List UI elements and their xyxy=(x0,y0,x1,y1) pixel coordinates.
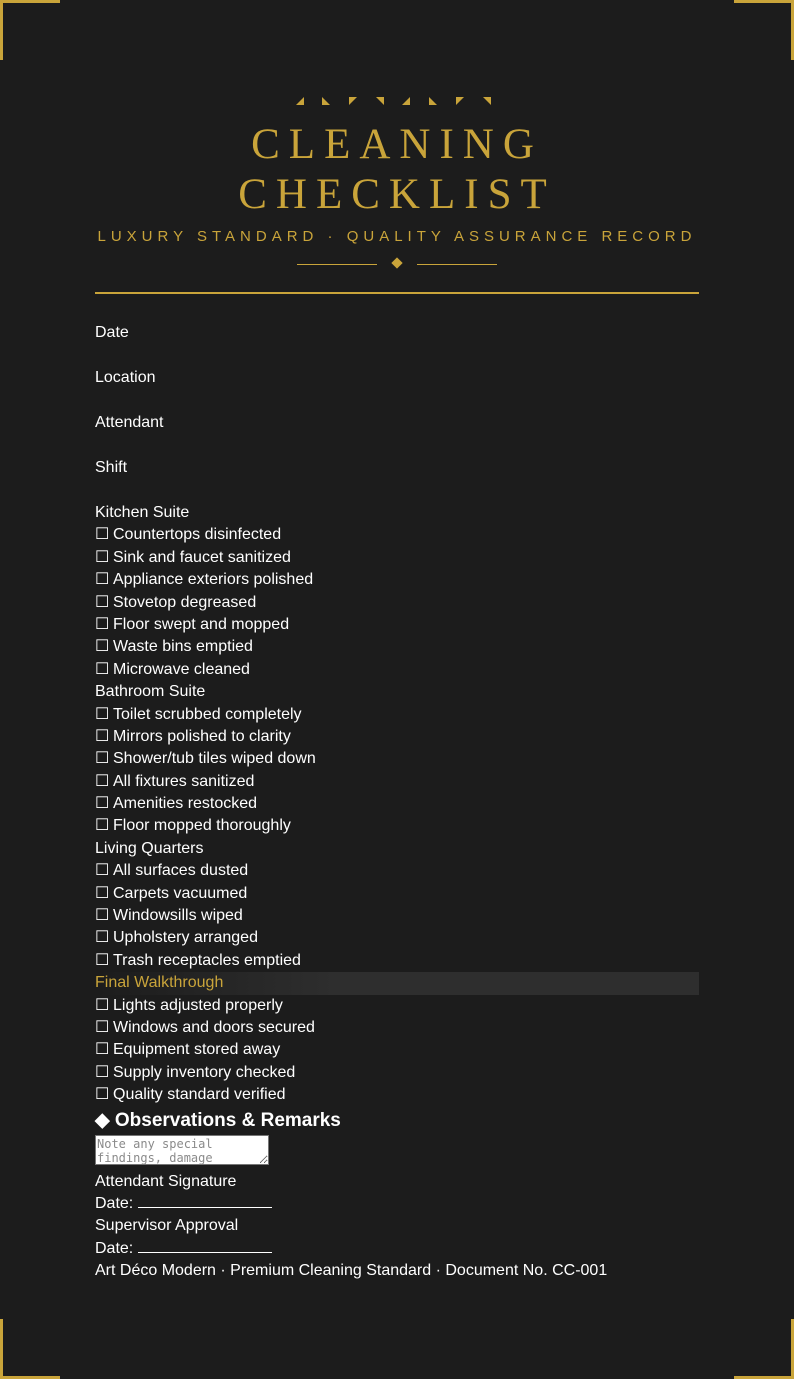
checkbox-icon[interactable]: ☐ xyxy=(95,593,110,611)
corner-ornament-top-right xyxy=(734,0,794,60)
checklist-item-label: Lights adjusted properly xyxy=(113,996,283,1014)
checklist-item-label: Windowsills wiped xyxy=(113,907,243,925)
checklist-item[interactable] xyxy=(95,704,699,726)
checklist-item-label: Shower/tub tiles wiped down xyxy=(113,750,316,768)
checkbox-icon[interactable]: ☐ xyxy=(95,1063,110,1081)
section-title: Bathroom Suite xyxy=(95,683,206,701)
checkbox-icon[interactable]: ☐ xyxy=(95,795,110,813)
checklist-item[interactable] xyxy=(95,547,699,569)
checkbox-icon[interactable]: ☐ xyxy=(95,705,110,723)
checklist-item[interactable] xyxy=(95,927,699,949)
attendant-signature-label: Attendant Signature xyxy=(95,1172,237,1190)
checklist-item-label: Floor mopped thoroughly xyxy=(113,817,291,835)
checklist-item[interactable] xyxy=(95,1084,699,1106)
checkbox-icon[interactable]: ☐ xyxy=(95,571,110,589)
checklist-body xyxy=(95,322,699,1283)
checklist-item-label: Equipment stored away xyxy=(113,1041,281,1059)
divider-line xyxy=(417,264,497,265)
checkbox-icon[interactable]: ☐ xyxy=(95,526,110,544)
checklist-item[interactable] xyxy=(95,771,699,793)
supervisor-date-label: Date: xyxy=(95,1239,134,1257)
checklist-item[interactable] xyxy=(95,524,699,546)
corner-ornament-bottom-left xyxy=(0,1319,60,1379)
checklist-item-label: Countertops disinfected xyxy=(113,526,282,544)
checklist-item-label: Floor swept and mopped xyxy=(113,615,290,633)
section-title: Final Walkthrough xyxy=(95,972,699,994)
title-line-2: CHECKLIST xyxy=(238,171,556,218)
checkbox-icon[interactable]: ☐ xyxy=(95,1018,110,1036)
checklist-item-label: Waste bins emptied xyxy=(113,638,253,656)
checkbox-icon[interactable]: ☐ xyxy=(95,615,110,633)
divider-line xyxy=(297,264,377,265)
checklist-item-label: Supply inventory checked xyxy=(113,1063,296,1081)
checklist-item[interactable] xyxy=(95,793,699,815)
attendant-date-line[interactable] xyxy=(138,1193,272,1208)
section-title: Kitchen Suite xyxy=(95,504,190,521)
observations-title: ◆ Observations & Remarks xyxy=(95,1109,341,1131)
attendant-date-row xyxy=(95,1193,699,1215)
ornament-triangle xyxy=(483,97,491,105)
field-attendant: Attendant xyxy=(95,414,164,431)
ornament-triangle xyxy=(402,97,410,105)
checkbox-icon[interactable]: ☐ xyxy=(95,907,110,925)
ornament-triangle xyxy=(296,97,304,105)
diamond-icon xyxy=(391,257,402,268)
checkbox-icon[interactable]: ☐ xyxy=(95,951,110,969)
checklist-item[interactable] xyxy=(95,726,699,748)
checkbox-icon[interactable]: ☐ xyxy=(95,750,110,768)
divider-ornament xyxy=(297,256,497,272)
ornament-triangle xyxy=(456,97,464,105)
ornament-triangle xyxy=(322,97,330,105)
observations-textarea[interactable] xyxy=(95,1135,269,1165)
checkbox-icon[interactable]: ☐ xyxy=(95,929,110,947)
supervisor-date-row xyxy=(95,1238,699,1260)
title-line-1: CLEANING xyxy=(251,121,543,168)
checklist-item[interactable] xyxy=(95,1017,699,1039)
page-subtitle: LUXURY STANDARD · QUALITY ASSURANCE RECORD xyxy=(97,228,697,245)
ornament-triangle xyxy=(349,97,357,105)
ornament-triangle xyxy=(376,97,384,105)
checkbox-icon[interactable]: ☐ xyxy=(95,638,110,656)
checklist-item[interactable] xyxy=(95,905,699,927)
supervisor-approval-label: Supervisor Approval xyxy=(95,1217,239,1235)
checklist-item[interactable] xyxy=(95,883,699,905)
field-shift: Shift xyxy=(95,459,128,476)
checkbox-icon[interactable]: ☐ xyxy=(95,884,110,902)
checklist-item[interactable] xyxy=(95,1062,699,1084)
footer-text: Art Déco Modern · Premium Cleaning Standard · Document No. CC-001 xyxy=(95,1262,608,1280)
checklist-item-label: Trash receptacles emptied xyxy=(113,951,301,969)
checklist-item[interactable] xyxy=(95,995,699,1017)
checklist-item-label: All fixtures sanitized xyxy=(113,772,255,790)
checklist-item-label: Stovetop degreased xyxy=(113,593,257,611)
checklist-item[interactable] xyxy=(95,569,699,591)
header-ornament-row xyxy=(0,97,794,107)
checkbox-icon[interactable]: ☐ xyxy=(95,1041,110,1059)
checkbox-icon[interactable]: ☐ xyxy=(95,817,110,835)
checklist-item[interactable] xyxy=(95,950,699,972)
corner-ornament-bottom-right xyxy=(734,1319,794,1379)
checklist-item-label: Toilet scrubbed completely xyxy=(113,705,302,723)
checklist-item[interactable] xyxy=(95,592,699,614)
checklist-item[interactable] xyxy=(95,748,699,770)
checkbox-icon[interactable]: ☐ xyxy=(95,1086,110,1104)
header-rule xyxy=(95,292,699,294)
attendant-date-label: Date: xyxy=(95,1194,134,1212)
field-location: Location xyxy=(95,369,156,386)
checklist-item-label: Quality standard verified xyxy=(113,1086,286,1104)
checklist-item-label: Sink and faucet sanitized xyxy=(113,548,291,566)
checklist-item[interactable] xyxy=(95,815,699,837)
checklist-item-label: Amenities restocked xyxy=(113,795,258,813)
checklist-item-label: Mirrors polished to clarity xyxy=(113,727,291,745)
checklist-item-label: Microwave cleaned xyxy=(113,660,250,678)
checkbox-icon[interactable]: ☐ xyxy=(95,727,110,745)
field-date: Date xyxy=(95,324,129,341)
checklist-item-label: Appliance exteriors polished xyxy=(113,571,314,589)
checklist-item-label: Windows and doors secured xyxy=(113,1018,315,1036)
supervisor-date-line[interactable] xyxy=(138,1238,272,1253)
ornament-triangle xyxy=(429,97,437,105)
corner-ornament-top-left xyxy=(0,0,60,60)
checklist-item-label: Carpets vacuumed xyxy=(113,884,248,902)
checklist-item[interactable] xyxy=(95,860,699,882)
checklist-item-label: All surfaces dusted xyxy=(113,862,249,880)
section-title: Living Quarters xyxy=(95,839,204,857)
checkbox-icon[interactable]: ☐ xyxy=(95,862,110,880)
checkbox-icon[interactable]: ☐ xyxy=(95,996,110,1014)
checkbox-icon[interactable]: ☐ xyxy=(95,772,110,790)
checklist-sections xyxy=(95,502,699,1107)
checklist-item[interactable] xyxy=(95,614,699,636)
checklist-item[interactable] xyxy=(95,636,699,658)
checkbox-icon[interactable]: ☐ xyxy=(95,660,110,678)
checklist-item[interactable] xyxy=(95,1039,699,1061)
page-title xyxy=(0,120,794,220)
checkbox-icon[interactable]: ☐ xyxy=(95,548,110,566)
checklist-item-label: Upholstery arranged xyxy=(113,929,258,947)
checklist-item[interactable] xyxy=(95,659,699,681)
